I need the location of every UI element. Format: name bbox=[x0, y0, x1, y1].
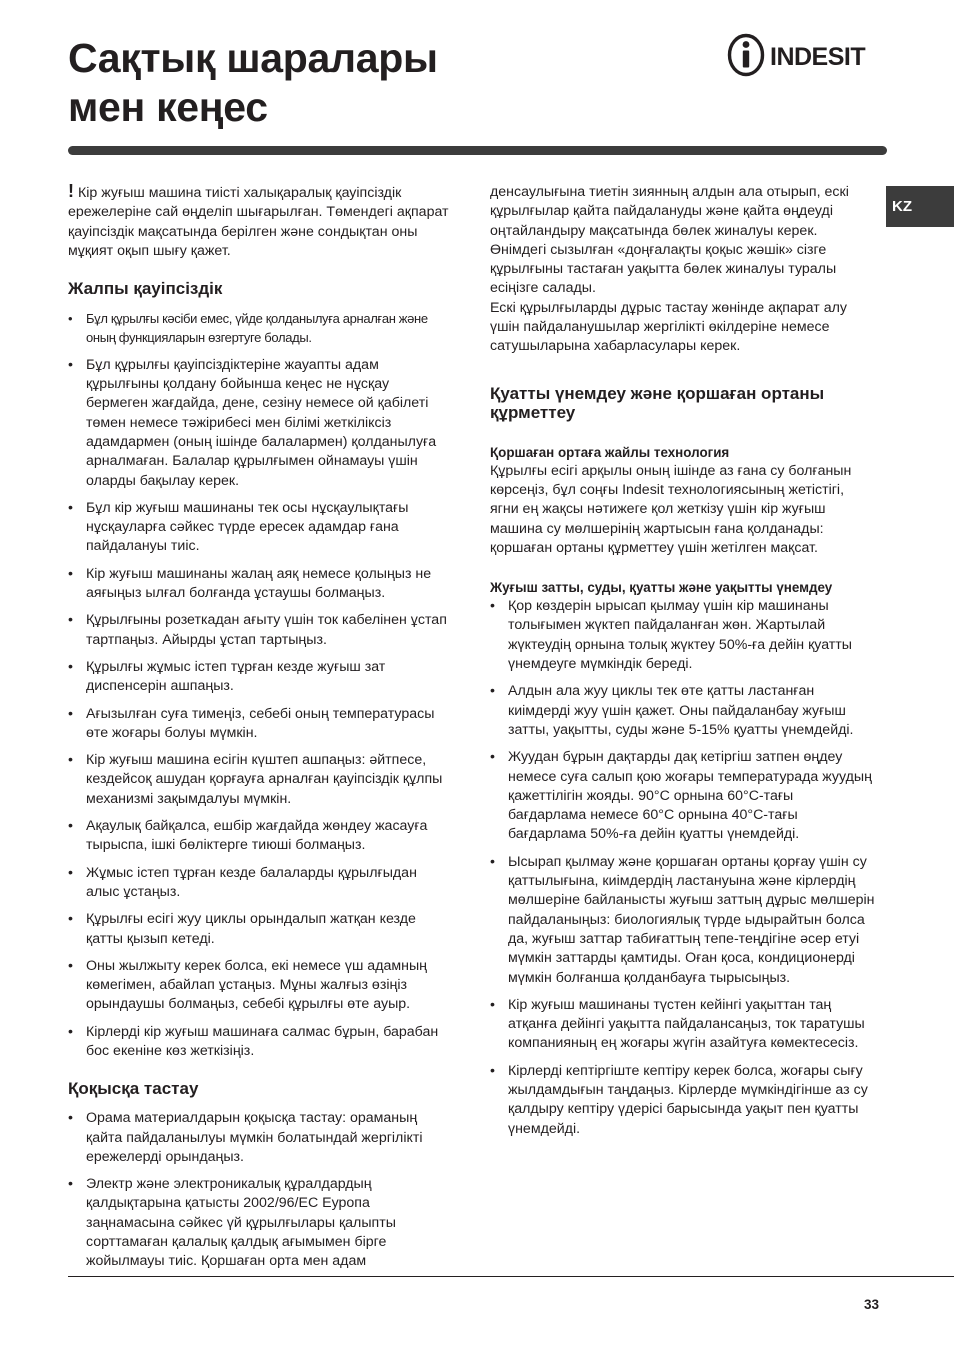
list-item: • Кірлерді кір жуғыш машинаға салмас бұрын, барабан бос екеніне көз жеткізіңіз. bbox=[68, 1023, 450, 1062]
saving-heading: Жуғыш затты, суды, қуатты және уақытты үнемдеу bbox=[490, 580, 833, 596]
eco-tech-text: Құрылғы есігі арқылы оның ішінде аз ғана су болғанын көрсеңіз, бұл соңғы Indesit технологиясының жетістігі, ягни ең жақсы нәтижеге қол жеткізу үшін кір жуғыш машина су мөлшерінің жартысын ғана қолданады: қоршаған ортаны құрметтеу үшін жетілген мақсат. bbox=[490, 462, 852, 556]
list-item: • Орама материалдарын қоқысқа тастау: ораманың қайта пайдаланылуы мүмкін болатындай жергілікті ережелерді орындаңыз. bbox=[68, 1109, 450, 1167]
disposal-continued-2: Ескі құрылғыларды дұрыс тастау жөнінде ақпарат алу үшін пайдаланушылар жергілікті өкілдеріне немесе сатушыларына хабарласулары керек. bbox=[490, 299, 847, 355]
list-item: • Құрылғы есігі жуу циклы орындалып жатқан кезде қатты қызып кетеді. bbox=[68, 910, 450, 949]
saving-list bbox=[490, 597, 875, 1139]
general-safety-heading: Жалпы қауіпсіздік bbox=[68, 279, 223, 299]
list-item: • Ақаулық байқалса, ешбір жағдайда жөндеу жасауға тырыспа, ішкі бөліктерге тиюші болмаңыз. bbox=[68, 817, 450, 856]
disposal-list bbox=[68, 1109, 450, 1271]
list-item: • Кір жуғыш машина есігін күштеп ашпаңыз: әйтпесе, кездейсоқ ашудан қорғауға арналған қауіпсіздік құлпы механизмі зақымдалуы мүмкін. bbox=[68, 751, 450, 809]
list-item: • Кірлерді кептіргіште кептіру керек болса, жоғары сығу жылдамдығын таңдаңыз. Кірлерде мүмкіндігінше аз су қалдыру кептіру үдерісі барысында уақыт пен қуатты үнемдейді. bbox=[490, 1062, 875, 1139]
svg-text:INDESIT: INDESIT bbox=[770, 43, 866, 71]
eco-tech-heading: Қоршаған ортаға жайлы технология bbox=[490, 444, 730, 460]
energy-heading: Қуатты үнемдеу және қоршаған ортаны құрметтеу bbox=[490, 383, 825, 422]
intro-text: Кір жуғыш машина тиісті халықаралық қауіпсіздік ережелеріне сай өңделіп шығарылған. Төмендегі ақпарат қауіпсіздік мақсатында берілген және сондықтан оны мұқият оқып шығу қажет. bbox=[68, 185, 449, 259]
list-item: • Кір жуғыш машинаны түстен кейінгі уақыттан таң атқанға дейінгі уақытта пайдалансаңыз, ток таратушы компанияның ең жоғары жүгін азайтуға көмектесесіз. bbox=[490, 996, 875, 1054]
intro-paragraph bbox=[68, 181, 450, 261]
disposal-continued: денсаулығына тиетін зиянның алдын ала отырып, ескі құрылғылар қайта пайдалануды және қайта өңдеуді оңтайландыру мақсатында бөлек жиналуы керек. Өнімдегі сызылған «доңғалақты қоқыс жәшік» сізге құрылғыны тастаған уақытта бөлек жиналуы туралы есіңізге салады. bbox=[490, 184, 849, 297]
list-item: • Жуудан бұрын дақтарды дақ кетіргіш затпен өңдеу немесе суға салып қою жоғары температурада жуудың қажеттілігін жояды. 90°С орнына 60°С-тағы бағдарлама немесе 60°С орнына 40°С-тағы бағдарлама 50%-ға дейін қуатты үнемдейді. bbox=[490, 748, 875, 844]
list-item: • Кір жуғыш машинаны жалаң аяқ немесе қолыңыз не аяғыңыз ылғал болғанда ұстаушы болмаңыз. bbox=[68, 565, 450, 604]
list-item: • Қор көздерін ырысап қылмау үшін кір машинаны толығымен жүктеп пайдаланған жөн. Жартылай жүктеудің орнына толық жүктеу 50%-ға дейін қуатты үнемдеуге мүмкіндік береді. bbox=[490, 597, 875, 674]
list-item: • Бұл кір жуғыш машинаны тек осы нұсқаулықтағы нұсқауларға сәйкес түрде ересек адамдар ғана пайдалануы тиіс. bbox=[68, 499, 450, 557]
page-title-line-2: мен кеңес bbox=[68, 84, 268, 130]
indesit-logo bbox=[726, 33, 891, 77]
language-tab: KZ bbox=[886, 186, 954, 227]
footer-divider bbox=[68, 1276, 954, 1277]
list-item: • Оны жылжыту керек болса, екі немесе үш адамның көмегімен, абайлап ұстаңыз. Мұны жалғыз өзіңіз орындаушы болмаңыз, себебі құрылғы өте ауыр. bbox=[68, 957, 450, 1015]
list-item: • Жұмыс істеп тұрған кезде балаларды құрылғыдан алыс ұстаңыз. bbox=[68, 864, 450, 903]
list-item: • Алдын ала жуу циклы тек өте қатты ластанған киімдерді жуу үшін қажет. Оны пайдаланбау жуғыш затты, уақытты, суды және 5-15% қуатты үнемдейді. bbox=[490, 682, 875, 740]
list-item: • Ағызылған суға тимеңіз, себебі оның температурасы өте жоғары болуы мүмкін. bbox=[68, 705, 450, 744]
list-item: • Электр және электроникалық құралдардың қалдықтарына қатысты 2002/96/EC Еуропа заңнамасына сәйкес үй құрылғылары қалыпты сорттамаған қалалық қалдық ағымымен бірге жойылмауы тиіс. Қоршаған орта мен адам bbox=[68, 1175, 450, 1271]
list-item: • Құрылғы жұмыс істеп тұрған кезде жуғыш зат диспенсерін ашпаңыз. bbox=[68, 658, 450, 697]
page-title-line-1: Сақтық шаралары bbox=[68, 35, 438, 81]
list-item: • Бұл құрылғы қауіпсіздіктеріне жауапты адам құрылғыны қолдану бойынша кеңес не нұсқау бермеген жағдайда, дене, сезіну немесе ой қабілеті төмен немесе тәжірибесі мен білімі жеткіліксіз адамдармен (оның ішінде балалармен) қолданылуға арналмаған. Балалар құрылғымен ойнамауы үшін оларды бақылау керек. bbox=[68, 356, 450, 491]
left-column bbox=[68, 181, 450, 1280]
disposal-heading: Қоқысқа тастау bbox=[68, 1079, 199, 1099]
right-column bbox=[490, 183, 875, 1147]
warning-mark: ! bbox=[68, 181, 74, 201]
page-title bbox=[68, 34, 628, 132]
list-item: • Бұл құрылғы кәсіби емес, үйде қолданылуға арналған және оның функцияларын өзгертуге болады. bbox=[68, 309, 450, 348]
list-item: • Құрылғыны розеткадан ағыту үшін ток кабелінен ұстап тартпаңыз. Айырды ұстап тартыңыз. bbox=[68, 611, 450, 650]
header-divider-bar bbox=[68, 146, 887, 155]
list-item: • Ысырап қылмау және қоршаған ортаны қорғау үшін су қаттылығына, киімдердің ластануына және кірлердің мөлшеріне байланысты жуғыш заттың дұрыс мөлшерін пайдаланыңыз: биологиялық түрде ыдырайтын болса да, жуғыш заттар табиғаттың тепе-теңдігіне әсер етуі мүмкін заттарды қамтиды. Оған қоса, кондиционерді мүмкін болғанша қолданбауға тырысыңыз. bbox=[490, 853, 875, 988]
general-safety-list bbox=[68, 309, 450, 1061]
page-number: 33 bbox=[864, 1297, 880, 1312]
